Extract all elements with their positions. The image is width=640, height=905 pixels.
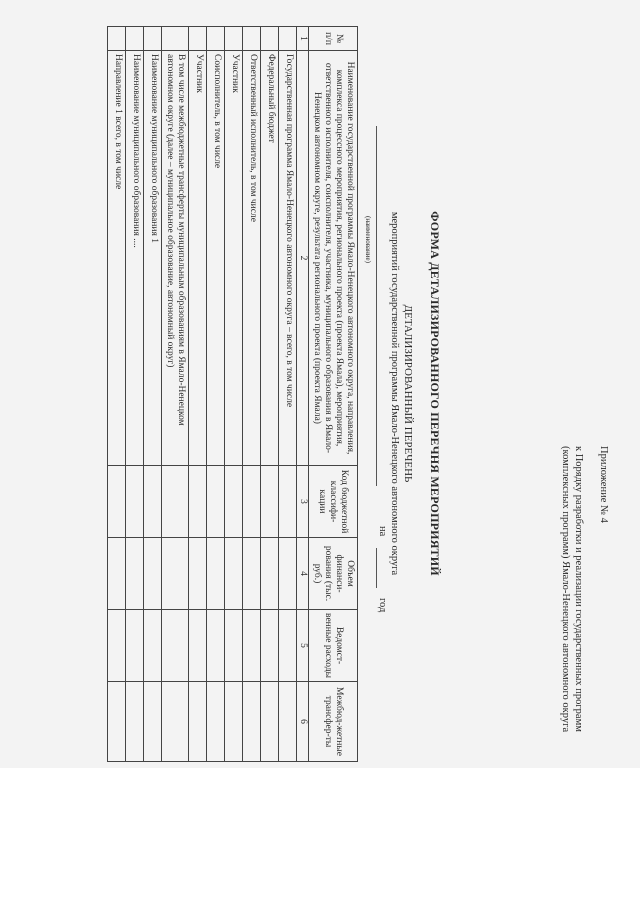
- row-number-cell: [207, 27, 225, 51]
- year-blank-line: [376, 548, 377, 588]
- column-number-row: [297, 27, 309, 762]
- list-subtitle: мероприятий государственной программы Ямало-Ненецкого автономного округа: [389, 211, 400, 576]
- table-row: [108, 27, 126, 762]
- row-name-cell: В том числе межбюджетные трансферты муниципальным образованиям в Ямало-Ненецком автономном округе (далее – муниципальное образование, автономный округ): [162, 51, 189, 466]
- empty-cell: [144, 538, 162, 610]
- fill-year-label: год: [377, 598, 388, 613]
- table-row: [207, 27, 225, 762]
- column-number: 1: [297, 27, 309, 51]
- name-fill-line: [375, 86, 387, 701]
- empty-cell: [162, 610, 189, 682]
- empty-cell: [279, 682, 297, 762]
- table-row: [162, 27, 189, 762]
- header-departmental-expenses: Ведомст-венные расходы: [309, 610, 358, 682]
- row-name-cell: Соисполнитель, в том числе: [207, 51, 225, 466]
- column-number: 4: [297, 538, 309, 610]
- empty-cell: [162, 538, 189, 610]
- empty-cell: [189, 610, 207, 682]
- header-budget-code: Код бюджетной классифи-кации: [309, 466, 358, 538]
- appendix-text: к Порядку разработки и реализации государственных программ (комплексных программ) Ямало-Ненецкого автономного округа: [560, 446, 584, 733]
- empty-cell: [261, 682, 279, 762]
- empty-cell: [108, 610, 126, 682]
- empty-cell: [243, 610, 261, 682]
- empty-cell: [243, 538, 261, 610]
- row-name-cell: Наименование муниципального образования ....: [126, 51, 144, 466]
- list-title: ДЕТАЛИЗИРОВАННЫЙ ПЕРЕЧЕНЬ: [402, 304, 414, 483]
- empty-cell: [207, 466, 225, 538]
- empty-cell: [261, 466, 279, 538]
- empty-cell: [126, 610, 144, 682]
- empty-cell: [225, 466, 243, 538]
- empty-cell: [144, 610, 162, 682]
- table-header-row: [309, 27, 358, 762]
- empty-cell: [243, 466, 261, 538]
- table-row: [243, 27, 261, 762]
- empty-cell: [243, 682, 261, 762]
- row-number-cell: [279, 27, 297, 51]
- column-number: 6: [297, 682, 309, 762]
- row-number-cell: [144, 27, 162, 51]
- empty-cell: [225, 610, 243, 682]
- row-name-cell: Участник: [225, 51, 243, 466]
- empty-cell: [225, 538, 243, 610]
- empty-cell: [108, 538, 126, 610]
- header-interbudget-transfers: Межбюд-жетные трансфер-ты: [309, 682, 358, 762]
- table-row: [279, 27, 297, 762]
- empty-cell: [126, 466, 144, 538]
- row-name-cell: Направление 1 всего, в том числе: [108, 51, 126, 466]
- column-number: 3: [297, 466, 309, 538]
- empty-cell: [126, 538, 144, 610]
- empty-cell: [126, 682, 144, 762]
- empty-cell: [144, 466, 162, 538]
- empty-cell: [108, 682, 126, 762]
- empty-cell: [207, 538, 225, 610]
- empty-cell: [189, 466, 207, 538]
- empty-cell: [207, 682, 225, 762]
- empty-cell: [261, 610, 279, 682]
- row-number-cell: [243, 27, 261, 51]
- name-caption: (наименование): [364, 216, 372, 263]
- row-name-cell: Наименование муниципального образования 1: [144, 51, 162, 466]
- row-number-cell: [126, 27, 144, 51]
- empty-cell: [162, 682, 189, 762]
- header-number: № п/п: [309, 27, 358, 51]
- table-row: [189, 27, 207, 762]
- header-name: Наименование государственной программы Ямало-Ненецкого автономного округа, направления, комплекса процессного мероприятия, регионального проекта (проекта Ямала), мероприятия, ответственного исполнителя, соисполнителя, участника, муниципального образования в Ямало-Ненецком автономном округе, результата регионального проекта (проекта Ямала): [309, 51, 358, 466]
- row-number-cell: [261, 27, 279, 51]
- empty-cell: [162, 466, 189, 538]
- table-row: [144, 27, 162, 762]
- empty-cell: [279, 610, 297, 682]
- empty-cell: [225, 682, 243, 762]
- header-funding-volume: Объем финанси-рования (тыс. руб.): [309, 538, 358, 610]
- table-row: [225, 27, 243, 762]
- form-title: ФОРМА ДЕТАЛИЗИРОВАННОГО ПЕРЕЧНЯ МЕРОПРИЯТИЙ: [428, 211, 442, 576]
- name-blank-line: [376, 126, 377, 486]
- row-name-cell: Ответственный исполнитель, в том числе: [243, 51, 261, 466]
- table-row: [261, 27, 279, 762]
- appendix-note: [559, 446, 610, 756]
- row-name-cell: Участник: [189, 51, 207, 466]
- column-number: 2: [297, 51, 309, 466]
- rotated-form-sheet: [45, 26, 610, 761]
- empty-cell: [279, 538, 297, 610]
- empty-cell: [189, 682, 207, 762]
- empty-cell: [207, 610, 225, 682]
- empty-cell: [279, 466, 297, 538]
- row-name-cell: Федеральный бюджет: [261, 51, 279, 466]
- row-number-cell: [108, 27, 126, 51]
- appendix-number: Приложение № 4: [598, 446, 609, 523]
- column-number: 5: [297, 610, 309, 682]
- row-number-cell: [162, 27, 189, 51]
- empty-cell: [261, 538, 279, 610]
- empty-cell: [189, 538, 207, 610]
- table-row: [126, 27, 144, 762]
- row-number-cell: [225, 27, 243, 51]
- row-name-cell: Государственная программа Ямало-Ненецкого автономного округа – всего, в том числе: [279, 51, 297, 466]
- fill-na-label: на: [377, 526, 388, 537]
- row-number-cell: [189, 27, 207, 51]
- empty-cell: [144, 682, 162, 762]
- empty-cell: [108, 466, 126, 538]
- measures-table: [107, 26, 358, 762]
